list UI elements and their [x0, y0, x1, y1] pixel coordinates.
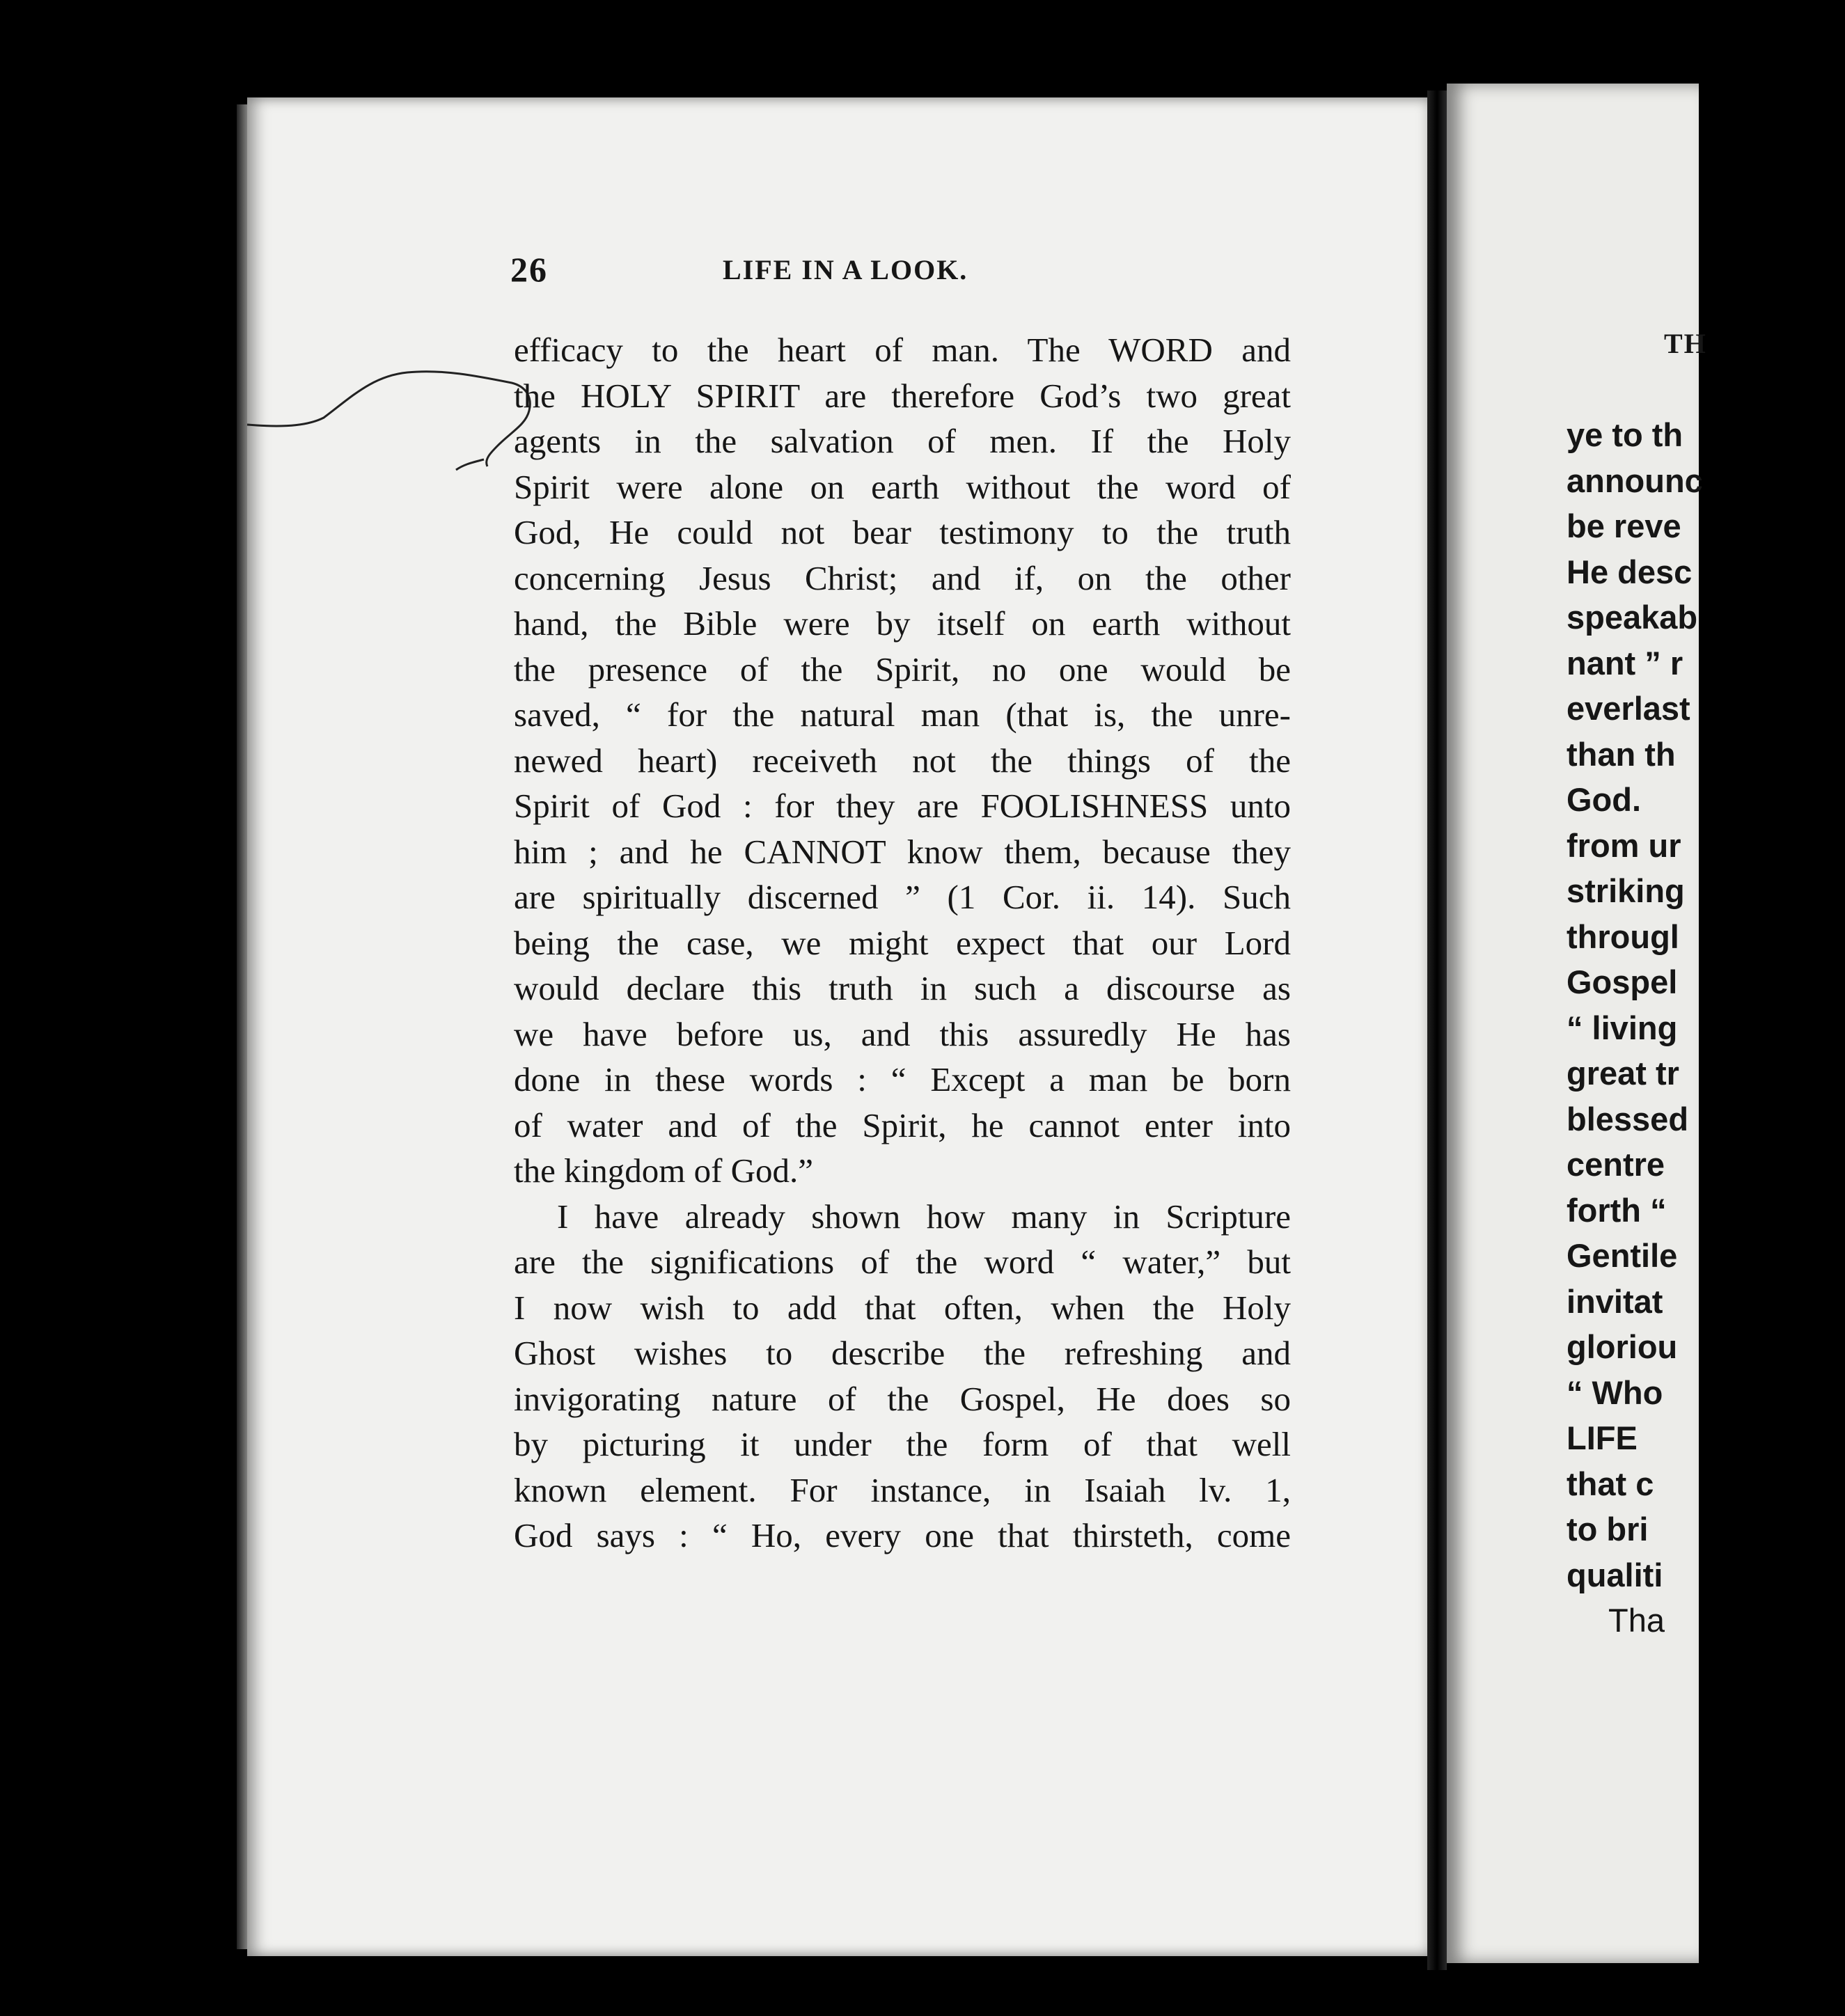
text-line: centre — [1567, 1146, 1665, 1183]
text-line: great tr — [1567, 1055, 1679, 1092]
text-line: forth “ — [1567, 1191, 1667, 1229]
text-line: being the case, we might expect that our Lord — [514, 923, 1291, 962]
page-number: 26 — [510, 250, 548, 289]
text-line: efficacy to the heart of man. The WORD and — [514, 331, 1291, 369]
text-line: “ living — [1567, 1009, 1678, 1046]
text-line: to bri — [1567, 1511, 1649, 1548]
text-line: Gentile — [1567, 1237, 1678, 1274]
text-line: invigorating nature of the Gospel, He does so — [514, 1379, 1291, 1418]
right-page-text — [1567, 412, 1845, 1644]
text-line: than th — [1567, 735, 1676, 773]
text-line: Tha — [1608, 1602, 1665, 1639]
text-line: done in these words : “ Except a man be born — [514, 1060, 1291, 1098]
text-line: qualiti — [1567, 1556, 1663, 1593]
text-line: of water and of the Spirit, he cannot enter into — [514, 1105, 1291, 1144]
text-line: Spirit of God : for they are FOOLISHNESS unto — [514, 787, 1291, 825]
book-gutter — [1427, 90, 1447, 1970]
text-line: known element. For instance, in Isaiah lv. 1, — [514, 1470, 1291, 1509]
text-line: LIFE — [1567, 1419, 1638, 1456]
text-line: nant ” r — [1567, 644, 1683, 682]
text-line: everlast — [1567, 690, 1690, 727]
text-line: I have already shown how many in Scripture — [557, 1197, 1291, 1236]
text-line: saved, “ for the natural man (that is, the unre- — [514, 695, 1291, 734]
text-line: are spiritually discerned ” (1 Cor. ii. 14). Such — [514, 878, 1291, 916]
text-line: would declare this truth in such a discourse as — [514, 969, 1291, 1007]
right-running-head: TH — [1664, 328, 1707, 359]
text-line: the kingdom of God.” — [514, 1151, 814, 1190]
text-line: He desc — [1567, 553, 1693, 590]
text-line: be reve — [1567, 507, 1681, 544]
text-line: Ghost wishes to describe the refreshing and — [514, 1334, 1291, 1372]
text-line: announc — [1567, 462, 1703, 499]
right-page — [1447, 84, 1707, 1963]
running-head: LIFE IN A LOOK. — [723, 254, 968, 285]
text-line: Gospel — [1567, 963, 1678, 1000]
text-line: God, He could not bear testimony to the truth — [514, 513, 1291, 551]
text-line: blessed — [1567, 1100, 1689, 1137]
text-line: concerning Jesus Christ; and if, on the other — [514, 558, 1291, 597]
text-line: througl — [1567, 918, 1679, 955]
text-line: Spirit were alone on earth without the word of — [514, 467, 1291, 506]
text-line: speakab — [1567, 599, 1698, 636]
text-line: newed heart) receiveth not the things of the — [514, 741, 1291, 780]
text-line: the HOLY SPIRIT are therefore God’s two great — [514, 376, 1291, 415]
main-text — [514, 327, 1291, 1559]
text-line: I now wish to add that often, when the Holy — [514, 1288, 1291, 1327]
page-header — [510, 249, 1289, 298]
text-line: striking — [1567, 872, 1685, 909]
text-line: gloriou — [1567, 1328, 1678, 1365]
text-line: invitat — [1567, 1282, 1663, 1320]
text-line: hand, the Bible were by itself on earth without — [514, 604, 1291, 643]
text-line: ye to th — [1567, 416, 1683, 453]
text-line: “ Who — [1567, 1373, 1663, 1411]
text-line: that c — [1567, 1465, 1654, 1502]
text-line: God. — [1567, 781, 1642, 818]
text-line: him ; and he CANNOT know them, because they — [514, 832, 1291, 871]
text-line: by picturing it under the form of that well — [514, 1425, 1291, 1463]
text-line: God says : “ Ho, every one that thirsteth, come — [514, 1516, 1291, 1554]
text-line: agents in the salvation of men. If the Holy — [514, 422, 1291, 460]
text-line: the presence of the Spirit, no one would be — [514, 649, 1291, 688]
text-line: we have before us, and this assuredly He has — [514, 1014, 1291, 1053]
text-line: from ur — [1567, 826, 1681, 864]
text-line: are the significations of the word “ water,” but — [514, 1243, 1291, 1281]
